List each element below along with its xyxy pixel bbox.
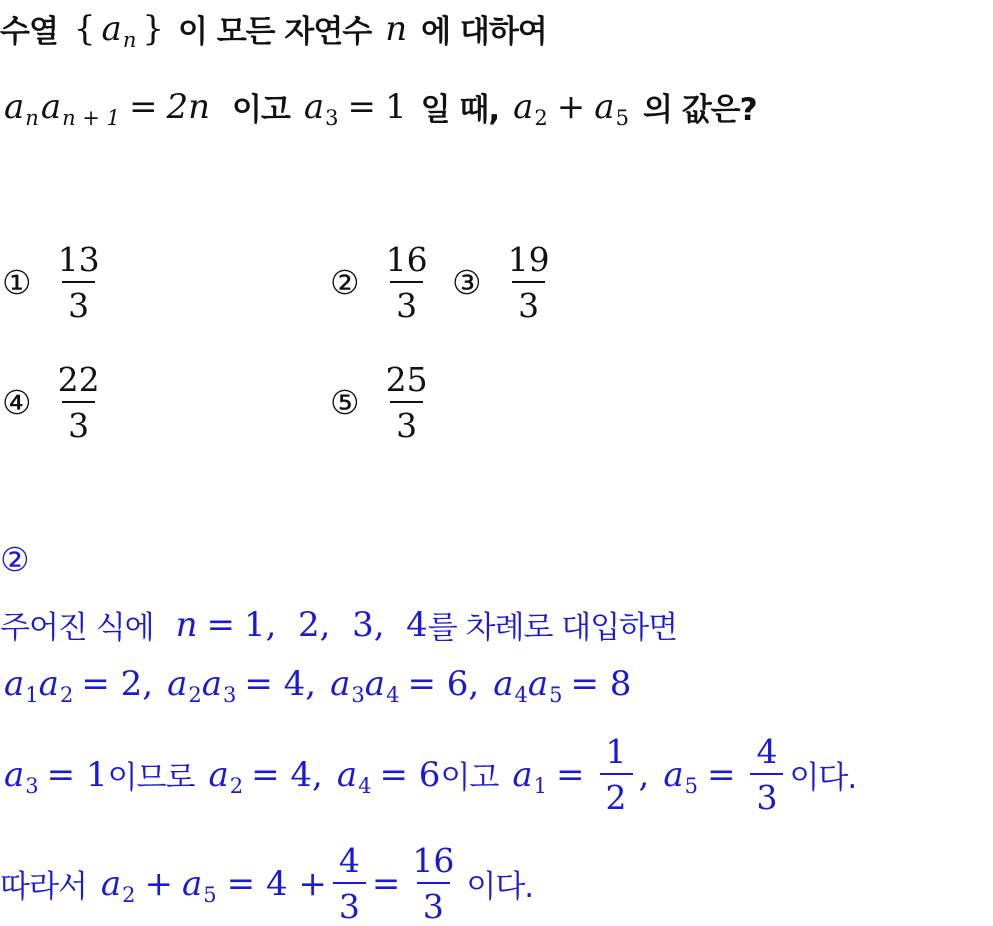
var-a: a <box>208 754 229 795</box>
sub: 2 <box>122 882 136 907</box>
plus: + <box>556 86 586 127</box>
denominator: 3 <box>390 401 423 442</box>
choice-4[interactable] <box>2 360 112 445</box>
var-a: a <box>4 664 25 704</box>
numerator: 22 <box>57 360 100 399</box>
var-n: n <box>175 604 198 645</box>
choice-marker: ② <box>330 263 360 302</box>
sub: 1 <box>25 683 39 707</box>
question-line-2 <box>0 84 757 129</box>
choice-marker: ⑤ <box>330 383 360 422</box>
var-a: a <box>182 863 203 904</box>
expr: = 6 <box>379 754 441 795</box>
denominator: 3 <box>62 401 95 442</box>
sub: 5 <box>203 882 217 907</box>
choice-marker: ④ <box>2 383 32 422</box>
text: 수열 <box>0 14 58 50</box>
fraction <box>380 360 434 445</box>
sub-n: n <box>25 105 39 130</box>
var-a: a <box>594 86 615 127</box>
sub: 4 <box>358 773 372 798</box>
expr: = 1 <box>46 754 108 795</box>
var-a: a <box>512 754 533 795</box>
choice-1[interactable] <box>2 240 112 325</box>
equals: = <box>128 86 158 127</box>
brace: { <box>73 8 96 49</box>
fraction <box>406 841 460 926</box>
var-n: n <box>385 8 408 49</box>
sub: 3 <box>223 683 237 707</box>
expr: = 4 + <box>226 863 327 904</box>
sub: 3 <box>351 683 365 707</box>
sub-n: n <box>122 27 137 52</box>
question-line-1 <box>0 6 547 51</box>
sub: 5 <box>549 683 563 707</box>
var-a: a <box>303 86 325 127</box>
choice-5[interactable] <box>330 360 440 445</box>
denominator: 3 <box>750 773 783 814</box>
answer-marker <box>0 540 44 579</box>
denominator: 3 <box>62 281 95 322</box>
sub: 2 <box>188 683 202 707</box>
values: 1, 2, 3, 4 <box>244 604 428 645</box>
numerator: 4 <box>338 841 360 880</box>
expr: 2n <box>166 86 210 127</box>
var-a: a <box>493 664 514 704</box>
var-a: a <box>663 754 684 795</box>
numerator: 1 <box>605 732 627 771</box>
numerator: 4 <box>756 732 778 771</box>
brace: } <box>142 8 164 49</box>
fraction <box>502 240 556 325</box>
denominator: 3 <box>417 882 450 923</box>
text: 이 모든 자연수 <box>178 14 372 50</box>
denominator: 2 <box>600 773 633 814</box>
solution-line-1 <box>0 602 677 647</box>
equals: = <box>706 754 736 795</box>
text: 이다. <box>789 760 857 796</box>
sub: 5 <box>615 105 629 130</box>
equals: = <box>206 604 235 645</box>
solution-line-3 <box>0 732 857 817</box>
numerator: 13 <box>57 240 100 279</box>
text: 의 값은? <box>642 92 757 128</box>
var-a: a <box>4 754 25 795</box>
var-a: a <box>527 664 549 704</box>
numerator: 16 <box>385 240 428 279</box>
var-a: a <box>4 86 25 127</box>
fraction <box>333 841 366 926</box>
fraction <box>52 240 106 325</box>
sub: 1 <box>533 773 547 798</box>
fraction <box>600 732 633 817</box>
choice-3[interactable] <box>452 240 562 325</box>
fraction <box>52 360 106 445</box>
text: 에 대하여 <box>421 14 547 50</box>
equals: = <box>371 863 401 904</box>
equals: = <box>556 754 585 795</box>
choice-marker: ③ <box>452 263 482 302</box>
numerator: 16 <box>412 841 455 880</box>
var-a: a <box>513 86 534 127</box>
text: 주어진 식에 <box>0 610 154 646</box>
sub: 5 <box>684 773 698 798</box>
sub: 4 <box>514 683 528 707</box>
var-a: a <box>101 8 122 49</box>
var-a: a <box>364 664 386 704</box>
equals: = <box>347 86 377 127</box>
expr: = 6, <box>407 664 480 704</box>
var-a: a <box>40 86 62 127</box>
solution-line-2 <box>0 664 632 707</box>
expr: = 4, <box>244 664 317 704</box>
var-a: a <box>100 863 122 904</box>
text: 이고 <box>231 92 290 128</box>
var-a: a <box>336 754 358 795</box>
var-a: a <box>167 664 188 704</box>
sub: 3 <box>325 105 339 130</box>
comma: , <box>638 754 650 795</box>
choice-2[interactable] <box>330 240 440 325</box>
numerator: 25 <box>385 360 428 399</box>
expr: = 8 <box>570 664 632 704</box>
answer-choice: ② <box>0 540 30 579</box>
plus: + <box>144 863 173 904</box>
sub: 2 <box>534 105 548 130</box>
text: 이고 <box>440 760 499 796</box>
sub: 2 <box>229 773 244 798</box>
solution-line-4 <box>0 841 534 926</box>
var-a: a <box>38 664 59 704</box>
denominator: 3 <box>333 882 366 923</box>
text: 이다. <box>466 869 534 905</box>
sub: 3 <box>25 773 39 798</box>
numerator: 19 <box>507 240 550 279</box>
sub: 4 <box>386 683 400 707</box>
sub: 2 <box>59 683 74 707</box>
text: 일 때, <box>420 92 500 128</box>
var-a: a <box>330 664 351 704</box>
expr: = 2, <box>81 664 154 704</box>
text: 이므로 <box>107 760 195 796</box>
var-a: a <box>201 664 222 704</box>
denominator: 3 <box>512 281 545 322</box>
expr: = 4, <box>251 754 323 795</box>
fraction <box>750 732 783 817</box>
fraction <box>380 240 434 325</box>
text: 따라서 <box>0 869 87 905</box>
text: 를 차례로 대입하면 <box>427 610 678 646</box>
denominator: 3 <box>390 281 423 322</box>
sub-n-plus-1: n + 1 <box>62 105 120 130</box>
number: 1 <box>385 86 407 127</box>
choice-marker: ① <box>2 263 32 302</box>
